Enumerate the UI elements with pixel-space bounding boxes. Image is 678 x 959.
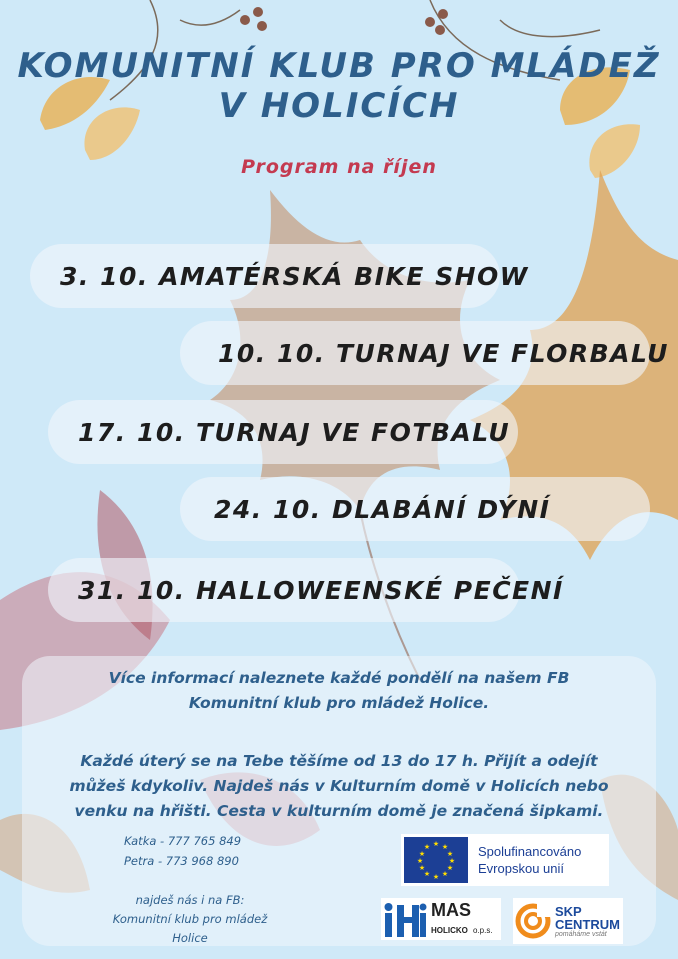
- fb-note-line-2: Komunitní klub pro mládež: [112, 912, 268, 926]
- fb-note-line-3: Holice: [172, 931, 208, 945]
- subtitle: Program na říjen: [241, 156, 437, 178]
- svg-text:★: ★: [423, 870, 431, 878]
- title-line-2: V HOLICÍCH: [218, 86, 460, 126]
- skp-tagline: pomáháme vstát: [555, 930, 607, 938]
- skp-centrum-logo: [513, 898, 623, 944]
- svg-text:★: ★: [446, 850, 454, 858]
- svg-text:★: ★: [446, 864, 454, 872]
- mas-sub: HOLICKO: [431, 925, 468, 935]
- svg-text:★: ★: [418, 864, 426, 872]
- event-label-3: 17. 10. TURNAJ VE FOTBALU: [78, 417, 511, 447]
- event-label-1: 3. 10. AMATÉRSKÁ BIKE SHOW: [60, 261, 529, 291]
- svg-text:★: ★: [441, 843, 449, 851]
- mas-holicko-logo: [381, 898, 501, 940]
- info-visit-line-3: venku na hřišti. Cesta v kulturním domě je značená šipkami.: [74, 802, 604, 820]
- skp-sub: CENTRUM: [555, 916, 620, 932]
- svg-text:★: ★: [448, 857, 456, 865]
- svg-text:★: ★: [423, 843, 431, 851]
- event-pill-3: [48, 400, 518, 464]
- info-visit-line-2: můžeš kdykoliv. Najdeš nás v Kulturním domě v Holicích nebo: [69, 777, 609, 795]
- info-fb-line-1: Více informací naleznete každé pondělí na našem FB: [108, 669, 570, 687]
- skp-name: SKP: [555, 903, 582, 919]
- event-label-2: 10. 10. TURNAJ VE FLORBALU: [218, 338, 669, 368]
- event-pill-5: [48, 558, 564, 622]
- event-pill-4: [180, 477, 650, 541]
- event-pill-2: [180, 321, 669, 385]
- eu-text-line-2: Evropskou unií: [478, 861, 564, 876]
- svg-text:★: ★: [418, 850, 426, 858]
- eu-flag-icon: [404, 837, 468, 883]
- info-fb-line-2: Komunitní klub pro mládež Holice.: [188, 694, 490, 712]
- svg-text:★: ★: [432, 873, 440, 881]
- mas-figures-icon: [383, 899, 427, 939]
- mas-ops: o.p.s.: [472, 925, 493, 935]
- event-pill-1: [30, 244, 529, 308]
- eu-text-line-1: Spolufinancováno: [478, 844, 582, 859]
- skp-swirl-icon: [515, 903, 551, 939]
- svg-text:★: ★: [441, 870, 449, 878]
- berries-top: [240, 7, 448, 35]
- eu-cofinanced-logo: [401, 834, 609, 886]
- event-label-4: 24. 10. DLABÁNÍ DÝNÍ: [214, 494, 551, 524]
- contact-petra: Petra - 773 968 890: [124, 854, 239, 868]
- fb-note-line-1: najdeš nás i na FB:: [135, 893, 245, 907]
- svg-text:★: ★: [432, 840, 440, 848]
- mas-name: MAS: [431, 899, 471, 920]
- event-label-5: 31. 10. HALLOWEENSKÉ PEČENÍ: [78, 575, 564, 605]
- info-visit-line-1: Každé úterý se na Tebe těšíme od 13 do 17 h. Přijít a odejít: [80, 752, 598, 770]
- contact-katka: Katka - 777 765 849: [124, 834, 242, 848]
- svg-text:★: ★: [416, 857, 424, 865]
- title-line-1: KOMUNITNÍ KLUB PRO MLÁDEŽ: [17, 46, 661, 86]
